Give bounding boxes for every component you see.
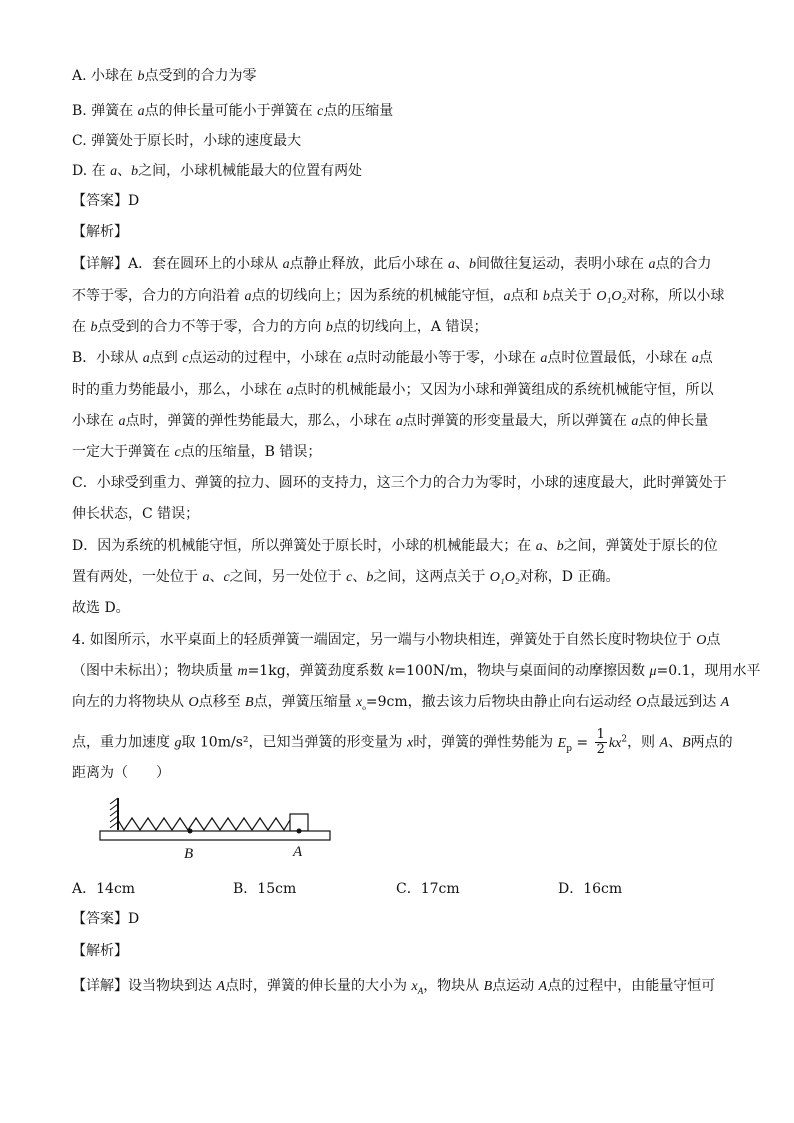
wall xyxy=(110,798,118,830)
spring xyxy=(118,818,290,830)
detail-q3-line-7: 一定大于弹簧在 c点的压缩量，B 错误； xyxy=(72,444,322,460)
option-a-q3: A. 小球在 b点受到的合力为零 xyxy=(72,68,257,84)
spring-block-figure xyxy=(96,788,336,868)
q4-stem-line-1: 4. 如图所示，水平桌面上的轻质弹簧一端固定，另一端与小物块相连，弹簧处于自然长度时物块位于 O点 xyxy=(72,632,721,648)
conclusion-q3: 故选 D。 xyxy=(72,600,130,616)
detail-q3-line-4: B．小球从 a点到 c点运动的过程中，小球在 a点时动能最小等于零，小球在 a点时位置最低，小球在 a点 xyxy=(72,350,713,366)
answer-label: 【答案】 xyxy=(72,193,128,209)
detail-q3-line-9: 伸长状态，C 错误； xyxy=(72,506,200,522)
answer-q3 xyxy=(72,191,139,211)
table-surface xyxy=(100,831,330,840)
answer-value: D xyxy=(128,193,140,209)
q4-option-c: C．17cm xyxy=(396,881,460,897)
analysis-label-q4: 【解析】 xyxy=(72,943,128,959)
option-c-q3: C. 弹簧处于原长时，小球的速度最大 xyxy=(72,133,302,149)
point-a-label: A xyxy=(293,844,303,860)
q4-stem-line-4: 点，重力加速度 g取 10m/s²，已知当弹簧的形变量为 x时，弹簧的弹性势能为 $E_p$ = $\frac{1}{2}$ $kx^2$，则 A、B两点的 xyxy=(72,727,733,758)
detail-q4-line-1: 【详解】设当物块到达 A点时，弹簧的伸长量的大小为 $x_A$，物块从 B点运动 A点的过程中，由能量守恒可 xyxy=(72,978,716,996)
block xyxy=(290,814,308,831)
elastic-energy-formula: $E_p$ = $\frac{1}{2}$ $kx^2$ xyxy=(557,727,628,758)
detail-q3-line-10: D．因为系统的机械能守恒，所以弹簧处于原长时，小球的机械能最大；在 a、b之间，弹簧处于原长的位 xyxy=(72,538,718,554)
option-d-q3: D. 在 a、b之间，小球机械能最大的位置有两处 xyxy=(72,163,363,179)
detail-q3-line-1: 【详解】A．套在圆环上的小球从 a点静止释放，此后小球在 a、b间做往复运动，表明小球在 a点的合力 xyxy=(72,256,712,272)
point-b-dot xyxy=(188,829,193,834)
q4-stem-line-5: 距离为（ ） xyxy=(72,765,170,781)
answer-q4: 【答案】D xyxy=(72,911,140,927)
detail-q3-line-11: 置有两处，一处位于 a、c之间，另一处位于 c、b之间，这两点关于 O₁O₂对称，D 正确。 xyxy=(72,569,620,585)
detail-q3-line-6: 小球在 a点时，弹簧的弹性势能最大，那么，小球在 a点时弹簧的形变量最大，所以弹簧在 a点的伸长量 xyxy=(72,413,709,429)
analysis-label-q3: 【解析】 xyxy=(72,224,128,240)
q4-stem-line-2: （图中未标出）；物块质量 m=1kg，弹簧劲度系数 k=100N/m，物块与桌面间的动摩擦因数 μ=0.1，现用水平 xyxy=(72,663,761,679)
q4-option-d: D．16cm xyxy=(558,881,623,897)
point-b-label: B xyxy=(184,846,194,862)
q4-stem-line-3: 向左的力将物块从 O点移至 B点，弹簧压缩量 $x_{_0}=9cm$，撤去该力后物块由静止向右运动经 O点最远到达 A xyxy=(72,694,730,713)
detail-q3-line-2: 不等于零，合力的方向沿着 a点的切线向上；因为系统的机械能守恒，a点和 b点关于 O₁O₂对称，所以小球 xyxy=(72,288,725,304)
q4-option-a: A．14cm xyxy=(72,881,136,897)
detail-q3-line-3: 在 b点受到的合力不等于零，合力的方向 b点的切线向上，A 错误； xyxy=(72,319,488,335)
option-b-q3: B. 弹簧在 a点的伸长量可能小于弹簧在 c点的压缩量 xyxy=(72,103,394,119)
q4-option-b: B．15cm xyxy=(233,881,297,897)
detail-q3-line-5: 时的重力势能最小，那么，小球在 a点时的机械能最小；又因为小球和弹簧组成的系统机械能守恒，所以 xyxy=(72,382,714,398)
detail-q3-line-8: C．小球受到重力、弹簧的拉力、圆环的支持力，这三个力的合力为零时，小球的速度最大，此时弹簧处于 xyxy=(72,475,727,491)
point-a-dot xyxy=(297,829,302,834)
